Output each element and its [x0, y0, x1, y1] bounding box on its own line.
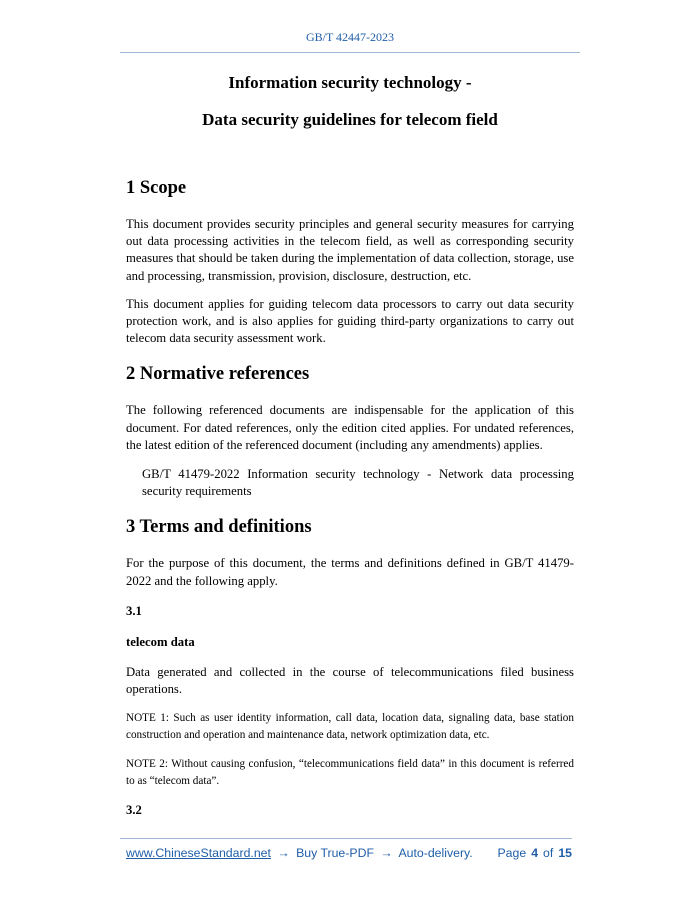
- term-number-3-2: 3.2: [126, 803, 142, 818]
- term-number-3-1: 3.1: [126, 603, 142, 618]
- buy-true-pdf-link[interactable]: Buy True-PDF: [296, 846, 374, 860]
- section-heading-terms: 3 Terms and definitions: [126, 517, 312, 538]
- scope-paragraph-2: This document applies for guiding telecom data processors to carry out data security protection work, and is also applies for guiding third-party organizations to carry out telecom data security assessment work.: [126, 296, 574, 346]
- website-link[interactable]: www.ChineseStandard.net: [126, 846, 271, 860]
- footer-bar: [126, 846, 572, 860]
- auto-delivery-text: Auto-delivery.: [398, 846, 473, 860]
- section-heading-scope: 1 Scope: [126, 178, 187, 198]
- term-note-2: NOTE 2: Without causing confusion, “telecommunications field data” in this document is referred to as “telecom data”.: [126, 757, 574, 787]
- document-body: [126, 74, 574, 819]
- section-heading-normative-references: 2 Normative references: [126, 364, 310, 385]
- page-current-number: 4: [531, 846, 539, 860]
- scope-paragraph-1: This document provides security principles and general security measures for carrying out data processing activities in the telecom field, as well as corresponding security measures that should be taken during the implementation of data collection, storage, use and processing, transmission, provision, disclosure, destruction, etc.: [126, 217, 574, 283]
- term-note-1: NOTE 1: Such as user identity information, call data, location data, signaling data, base station construction and operation and maintenance data, network optimization data, etc.: [126, 712, 574, 742]
- document-title-line1: Information security technology -: [228, 73, 472, 92]
- term-name-telecom-data: telecom data: [126, 634, 195, 649]
- document-title-line2: Data security guidelines for telecom field: [202, 110, 498, 129]
- footer-divider: [120, 838, 572, 839]
- terms-intro-paragraph: For the purpose of this document, the terms and definitions defined in GB/T 41479-2022 and the following apply.: [126, 556, 574, 588]
- of-label: of: [543, 846, 554, 860]
- arrow-right-icon: →: [277, 846, 290, 860]
- page-total-number: 15: [558, 846, 572, 860]
- term-definition: Data generated and collected in the course of telecommunications filed business operations.: [126, 664, 574, 697]
- page-indicator: [497, 846, 572, 860]
- arrow-right-icon: →: [380, 846, 393, 860]
- header-divider: [120, 52, 580, 53]
- normative-paragraph: The following referenced documents are indispensable for the application of this document. For dated references, only the edition cited applies. For undated references, the latest edition of the referenced document (including any amendments) applies.: [126, 403, 574, 452]
- page-label: Page: [497, 846, 527, 860]
- header-standard-code: GB/T 42447-2023: [305, 30, 395, 44]
- normative-reference-item: GB/T 41479-2022 Information security technology - Network data processing security requirements: [142, 467, 574, 499]
